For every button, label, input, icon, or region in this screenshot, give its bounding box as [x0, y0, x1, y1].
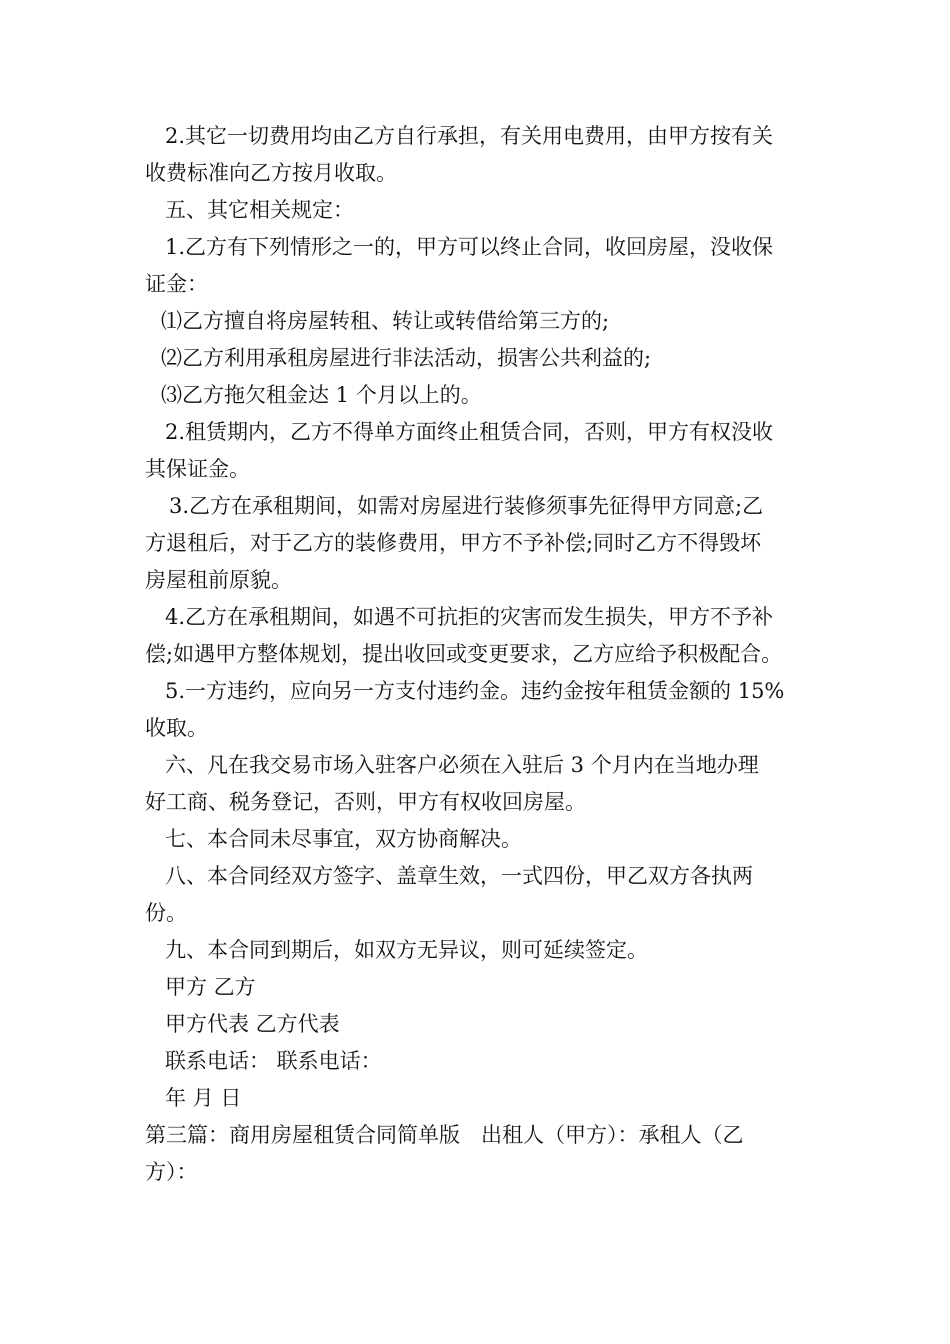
- list-item: ⑴乙方擅自将房屋转租、转让或转借给第三方的;: [161, 309, 610, 333]
- section-heading: 五、其它相关规定：: [165, 198, 354, 222]
- paragraph-line: 1.乙方有下列情形之一的，甲方可以终止合同，收回房屋，没收保: [165, 235, 774, 259]
- paragraph-line: 八、本合同经双方签字、盖章生效，一式四份，甲乙双方各执两: [165, 864, 753, 888]
- paragraph-line: 方）：: [145, 1160, 198, 1184]
- paragraph-line: 5.一方违约，应向另一方支付违约金。违约金按年租赁金额的 15%: [165, 679, 785, 703]
- paragraph-line: 收取。: [145, 716, 208, 740]
- paragraph-line: 偿;如遇甲方整体规划，提出收回或变更要求，乙方应给予积极配合。: [145, 642, 783, 666]
- paragraph-line: 九、本合同到期后，如双方无异议，则可延续签定。: [165, 938, 648, 962]
- paragraph-line: 2.其它一切费用均由乙方自行承担，有关用电费用，由甲方按有关: [165, 124, 774, 148]
- paragraph-line: 2.租赁期内，乙方不得单方面终止租赁合同，否则，甲方有权没收: [165, 420, 774, 444]
- paragraph-line: 六、凡在我交易市场入驻客户必须在入驻后 3 个月内在当地办理: [165, 753, 759, 777]
- signature-line: 甲方 乙方: [165, 975, 256, 999]
- paragraph-line: 房屋租前原貌。: [145, 568, 292, 592]
- paragraph-line: 其保证金。: [145, 457, 250, 481]
- paragraph-line: 证金：: [145, 272, 208, 296]
- list-item: ⑶乙方拖欠租金达 1 个月以上的。: [161, 383, 482, 407]
- signature-line: 甲方代表 乙方代表: [165, 1012, 340, 1036]
- paragraph-line: 好工商、税务登记，否则，甲方有权收回房屋。: [145, 790, 586, 814]
- paragraph-line: 份。: [145, 901, 187, 925]
- paragraph-line: 七、本合同未尽事宜，双方协商解决。: [165, 827, 522, 851]
- paragraph-line: 方退租后，对于乙方的装修费用，甲方不予补偿;同时乙方不得毁坏: [145, 531, 762, 555]
- list-item: ⑵乙方利用承租房屋进行非法活动，损害公共利益的;: [161, 346, 652, 370]
- signature-line: 联系电话： 联系电话：: [165, 1049, 382, 1073]
- date-line: 年 月 日: [165, 1086, 242, 1110]
- paragraph-line: 4.乙方在承租期间，如遇不可抗拒的灾害而发生损失，甲方不予补: [165, 605, 774, 629]
- paragraph-line: 收费标准向乙方按月收取。: [145, 161, 397, 185]
- paragraph-line: 第三篇：商用房屋租赁合同简单版 出租人（甲方）：承租人（乙: [145, 1123, 744, 1147]
- paragraph-line: 3.乙方在承租期间，如需对房屋进行装修须事先征得甲方同意;乙: [169, 494, 764, 518]
